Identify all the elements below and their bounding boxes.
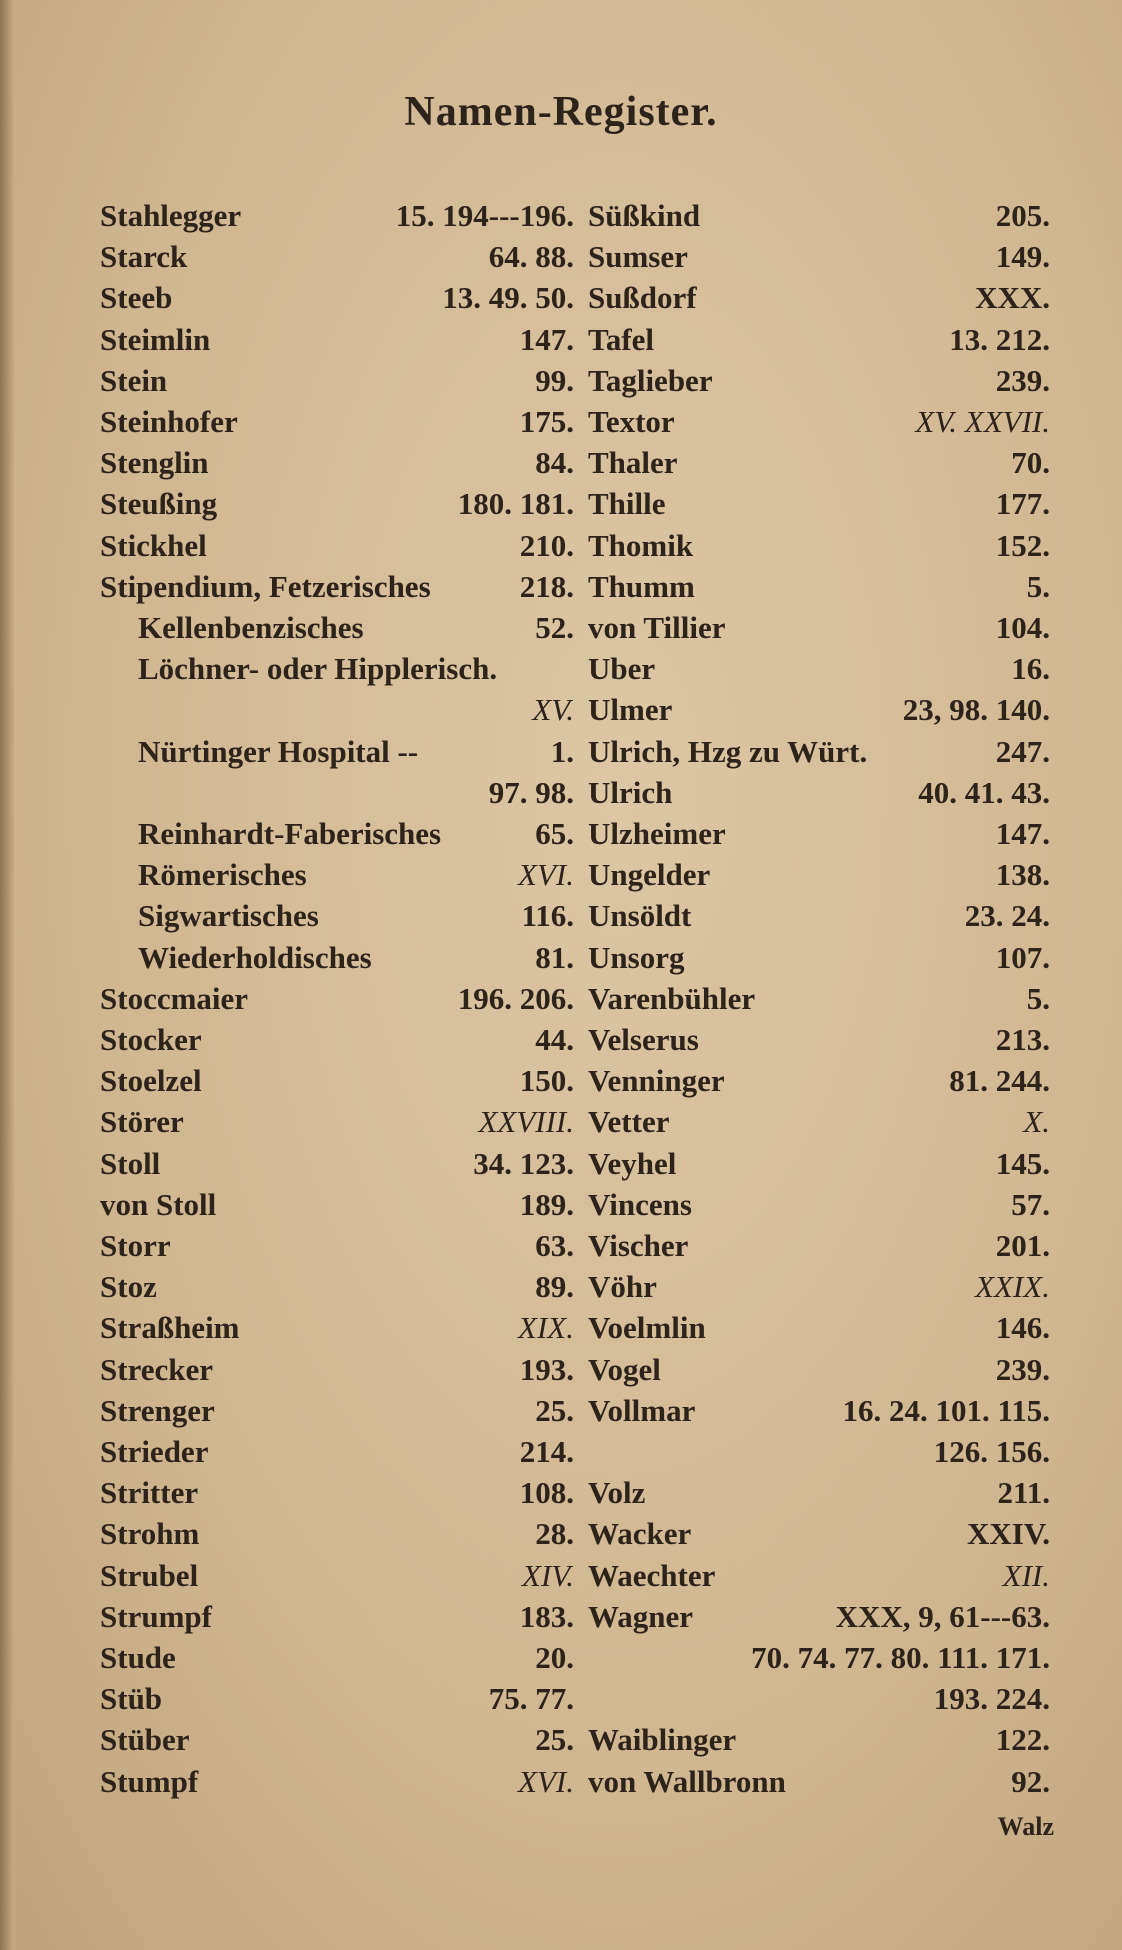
entry-name: von Wallbronn [588,1763,786,1799]
entry-pages: 201. [995,1228,1050,1263]
entry-name: Römerisches [138,857,307,893]
register-entry [100,1761,574,1802]
entry-pages: XVI. [518,857,574,893]
entry-pages: 15. 194---196. [395,198,574,233]
register-entry [588,1143,1050,1184]
entry-pages: XIV. [522,1557,574,1593]
register-entry [100,442,574,483]
register-entry [100,566,574,607]
entry-pages: 145. [995,1145,1050,1181]
register-entry [100,1101,574,1142]
entry-name: Reinhardt-Faberisches [138,816,442,851]
page-title: Namen-Register. [404,89,718,135]
entry-name: Vischer [588,1228,689,1263]
entry-pages: XIX. [518,1310,574,1346]
entry-name: Ulrich, Hzg zu Würt. [588,733,868,769]
entry-pages: 180. 181. [457,486,574,522]
entry-pages: 122. [995,1722,1050,1758]
entry-name: Sumser [588,239,688,275]
entry-pages: 75. 77. [488,1681,574,1717]
entry-name: Ulmer [588,692,673,728]
entry-pages: 147. [519,321,574,357]
entry-pages: 138. [995,857,1050,893]
register-entry [588,1719,1050,1760]
entry-name: von Tillier [588,610,726,645]
entry-name: Unsöldt [588,898,692,934]
entry-pages: 214. [519,1434,574,1469]
entry-pages: XXX, 9, 61---63. [835,1598,1050,1634]
entry-name: Thaler [588,445,678,481]
entry-name: Volz [588,1475,646,1511]
entry-name: Süßkind [588,198,701,233]
entry-pages: 247. [995,733,1050,769]
register-entry [588,1060,1050,1101]
entry-name: Steußing [100,486,218,522]
entry-name: Strubel [100,1557,199,1593]
entry-name: Straßheim [100,1310,240,1346]
entry-name: Steimlin [100,321,211,357]
entry-name: Starck [100,239,188,275]
register-entry [100,277,574,318]
entry-name: Nürtinger Hospital -- [138,733,419,769]
entry-name: Vincens [588,1186,692,1222]
entry-pages: XXX. [975,280,1050,316]
entry-pages: 20. [535,1640,574,1675]
entry-pages: 147. [995,816,1050,851]
entry-pages: 107. [995,939,1050,975]
register-entry [100,525,574,566]
entry-pages: 97. 98. [488,774,574,810]
entry-pages: 23. 24. [964,898,1050,934]
entry-name: Stumpf [100,1763,199,1799]
entry-pages: 16. [1011,651,1050,687]
entry-pages: 146. [995,1310,1050,1346]
register-entry [100,1678,574,1719]
catchword: Walz [997,1812,1054,1841]
entry-pages: 57. [1011,1186,1050,1222]
entry-pages: 81. [535,939,574,975]
register-entry [100,401,574,442]
register-entry [588,772,1050,813]
entry-pages: 70. [1011,445,1050,481]
register-entry [100,1390,574,1431]
entry-name: Steeb [100,280,173,316]
entry-pages: 104. [995,610,1050,645]
register-entry [588,236,1050,277]
entry-name: Stoelzel [100,1063,202,1099]
register-entry [588,1513,1050,1554]
register-entry [588,689,1050,730]
register-entry [588,1472,1050,1513]
entry-pages: 239. [995,1351,1050,1387]
entry-pages: 193. [519,1351,574,1387]
entry-pages: 205. [995,198,1050,233]
entry-name: Unsorg [588,939,685,975]
entry-name: Wagner [588,1598,694,1634]
entry-name: Thumm [588,568,695,604]
entry-pages: 218. [519,568,574,604]
entry-name: Kellenbenzisches [138,610,364,645]
register-entry [100,319,574,360]
entry-pages: 211. [997,1475,1050,1511]
entry-name: Strohm [100,1516,200,1552]
entry-name: von Stoll [100,1186,217,1222]
register-entry [100,1266,574,1307]
entry-pages: 196. 206. [457,980,574,1016]
entry-name: Vogel [588,1351,661,1387]
entry-name: Stickhel [100,527,207,563]
entry-name: Taglieber [588,362,713,398]
entry-name: Voelmlin [588,1310,706,1346]
entry-pages: 1. [550,733,574,769]
entry-pages: 116. [521,898,574,934]
register-entry [588,854,1050,895]
entry-name: Stude [100,1640,176,1675]
register-entry [588,813,1050,854]
entry-pages: 70. 74. 77. 80. 111. 171. [751,1640,1050,1675]
register-entry [588,1678,1050,1719]
entry-name: Strieder [100,1434,209,1469]
register-entry [100,1307,574,1348]
register-entry [100,1019,574,1060]
entry-pages: 89. [535,1269,574,1305]
entry-name: Strecker [100,1351,214,1387]
register-entry [100,1060,574,1101]
entry-pages: 5. [1026,980,1050,1016]
entry-name: Velserus [588,1022,699,1057]
entry-pages: XV. [532,692,574,728]
register-entry [100,1349,574,1390]
register-entry [588,525,1050,566]
entry-pages: 193. 224. [933,1681,1050,1717]
entry-pages: 25. [535,1392,574,1428]
register-entry [588,1637,1050,1678]
entry-name: Stocker [100,1022,202,1057]
entry-pages: 52. [535,610,574,645]
register-entry [588,1596,1050,1637]
entry-name: Stüb [100,1681,163,1717]
entry-name: Vetter [588,1104,670,1140]
entry-name: Stipendium, Fetzerisches [100,568,431,604]
entry-pages: 25. [535,1722,574,1758]
register-entry [100,195,574,236]
entry-pages: XV. XXVII. [915,404,1050,439]
register-entry [588,1431,1050,1472]
entry-name: Wacker [588,1516,692,1552]
entry-pages: 152. [995,527,1050,563]
register-entry [588,607,1050,648]
entry-name: Tafel [588,321,655,357]
entry-name: Venninger [588,1063,725,1099]
entry-name: Stoz [100,1269,157,1305]
entry-pages: 81. 244. [949,1063,1050,1099]
entry-name: Stenglin [100,445,209,481]
register-entry [100,1555,574,1596]
register-entry [588,277,1050,318]
entry-pages: 210. [519,527,574,563]
entry-name: Löchner- oder Hipplerisch. [138,651,498,687]
entry-name: Veyhel [588,1145,677,1181]
entry-name: Thille [588,486,666,522]
entry-pages: 23, 98. 140. [902,692,1050,728]
register-entry [588,1349,1050,1390]
entry-name: Stoll [100,1145,161,1181]
entry-name: Stoccmaier [100,980,249,1016]
entry-pages: 34. 123. [473,1145,574,1181]
entry-name: Storr [100,1228,171,1263]
register-entry [100,483,574,524]
register-entry [588,319,1050,360]
entry-pages: 64. 88. [488,239,574,275]
entry-pages: XXIV. [967,1516,1050,1552]
entry-pages: 28. [535,1516,574,1552]
entry-name: Stritter [100,1475,199,1511]
entry-name: Varenbühler [588,980,756,1016]
register-entry [100,937,574,978]
register-entry [100,772,574,813]
register-entry [588,1761,1050,1802]
register-entry [588,360,1050,401]
entry-pages: 63. [535,1228,574,1263]
register-entry [100,854,574,895]
register-entry [588,1307,1050,1348]
entry-name: Sußdorf [588,280,697,316]
entry-pages: 5. [1026,568,1050,604]
register-entry [588,1225,1050,1266]
register-entry [100,1637,574,1678]
entry-pages: 13. 212. [949,321,1050,357]
entry-pages: X. [1023,1104,1050,1140]
register-entry [588,648,1050,689]
register-entry [588,1555,1050,1596]
page-edge [0,0,14,1950]
entry-pages: XXIX. [975,1269,1050,1305]
entry-name: Sigwartisches [138,898,319,934]
register-entry [588,566,1050,607]
register-entry [588,895,1050,936]
register-entry [100,689,574,730]
register-entry [588,937,1050,978]
register-entry [100,1431,574,1472]
entry-name: Wiederholdisches [138,939,372,975]
register-entry [100,1143,574,1184]
register-entry [100,1596,574,1637]
register-entry [100,731,574,772]
entry-pages: XVI. [518,1763,574,1799]
entry-name: Strumpf [100,1598,212,1634]
entry-name: Uber [588,651,656,687]
entry-name: Stahlegger [100,198,242,233]
register-entry [588,195,1050,236]
entry-pages: 213. [995,1022,1050,1057]
register-entry [100,236,574,277]
register-entry [588,1184,1050,1225]
entry-name: Thomik [588,527,694,563]
entry-name: Ulzheimer [588,816,726,851]
entry-name: Steinhofer [100,404,238,439]
entry-pages: XXVIII. [478,1104,574,1140]
register-entry [100,978,574,1019]
entry-pages: 150. [519,1063,574,1099]
register-entry [100,607,574,648]
register-entry [100,360,574,401]
entry-pages: XII. [1002,1557,1050,1593]
entry-pages: 84. [535,445,574,481]
entry-pages: 40. 41. 43. [918,774,1050,810]
entry-pages: 16. 24. 101. 115. [842,1392,1050,1428]
entry-pages: 65. [535,816,574,851]
register-entry [100,895,574,936]
entry-name: Waechter [588,1557,716,1593]
register-entry [100,1472,574,1513]
entry-name: Störer [100,1104,184,1140]
entry-pages: 13. 49. 50. [442,280,574,316]
entry-pages: 149. [995,239,1050,275]
register-entry [588,1390,1050,1431]
entry-pages: 175. [519,404,574,439]
entry-pages: 177. [995,486,1050,522]
register-entry [588,1019,1050,1060]
register-entry [588,978,1050,1019]
entry-name: Vollmar [588,1392,696,1428]
register-entry [588,1101,1050,1142]
entry-pages: 183. [519,1598,574,1634]
entry-pages: 99. [535,362,574,398]
entry-name: Strenger [100,1392,215,1428]
entry-pages: 239. [995,362,1050,398]
register-entry [100,1513,574,1554]
register-entry [588,1266,1050,1307]
entry-name: Ulrich [588,774,673,810]
register-entry [588,401,1050,442]
register-entry [100,1184,574,1225]
register-entry [100,1719,574,1760]
entry-name: Textor [588,404,675,439]
entry-pages: 126. 156. [933,1434,1050,1469]
entry-name: Stüber [100,1722,190,1758]
register-entry [100,813,574,854]
entry-name: Stein [100,362,168,398]
entry-name: Vöhr [588,1269,657,1305]
entry-pages: 189. [519,1186,574,1222]
entry-pages: 44. [535,1022,574,1057]
entry-name: Waiblinger [588,1722,737,1758]
register-entry [588,731,1050,772]
register-entry [100,648,574,689]
entry-name: Ungelder [588,857,711,893]
register-entry [588,442,1050,483]
register-entry [588,483,1050,524]
entry-pages: 108. [519,1475,574,1511]
register-entry [100,1225,574,1266]
entry-pages: 92. [1011,1763,1050,1799]
